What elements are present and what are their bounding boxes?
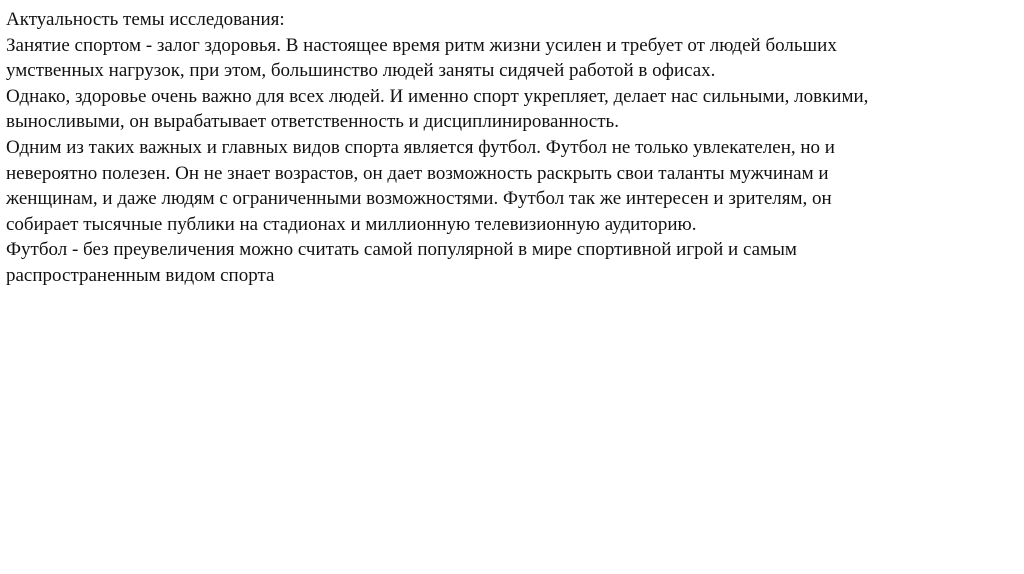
text-line: невероятно полезен. Он не знает возрастов, он дает возможность раскрыть свои таланты мужчинам и <box>6 162 829 184</box>
text-line: распространенным видом спорта <box>6 264 275 286</box>
text-line: собирает тысячные публики на стадионах и миллионную телевизионную аудиторию. <box>6 213 697 235</box>
text-line: Однако, здоровье очень важно для всех людей. И именно спорт укрепляет, делает нас сильными, ловкими, <box>6 85 869 107</box>
text-line: Футбол - без преувеличения можно считать самой популярной в мире спортивной игрой и самым <box>6 239 797 261</box>
heading-line: Актуальность темы исследования: <box>6 9 285 30</box>
slide-text-block <box>6 7 1006 289</box>
text-line: женщинам, и даже людям с ограниченными возможностями. Футбол так же интересен и зрителям, он <box>6 188 832 210</box>
text-line: выносливыми, он вырабатывает ответственность и дисциплинированность. <box>6 111 619 133</box>
text-line: Занятие спортом - залог здоровья. В настоящее время ритм жизни усилен и требует от людей больших <box>6 34 837 56</box>
text-line: Одним из таких важных и главных видов спорта является футбол. Футбол не только увлекателен, но и <box>6 136 835 158</box>
text-line: умственных нагрузок, при этом, большинство людей заняты сидячей работой в офисах. <box>6 60 716 82</box>
